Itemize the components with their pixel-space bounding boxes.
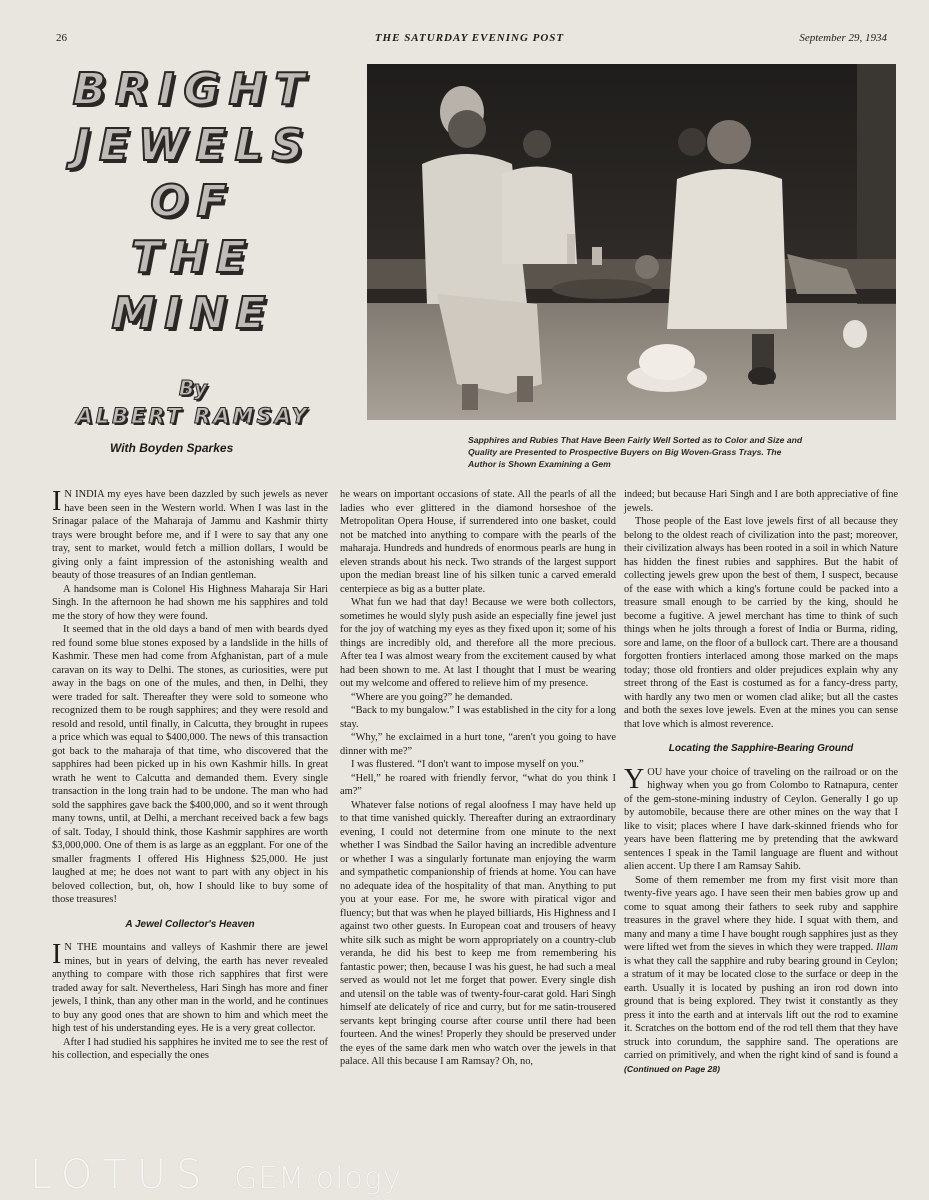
issue-date: September 29, 1934 xyxy=(799,32,887,44)
paragraph: Some of them remember me from my first visit more than twenty-five years ago. I have seen their men babies grow up and come to squat among their fathers to seek ruby and sapphire treasures in the gravel where they hide. I squat with them, and many and many a time I have bought rough sapphires just as they were lifted wet from the sieves in which they were trapped. Illam is what they call the sapphire and ruby bearing ground in Ceylon; a stratum of it may be located close to the surface or deep in the earth. Usually it is located by pushing an iron rod down into ground that is being explored. They twist it constantly as they press it into the earth and at intervals lift out the rod to examine it. Scratches on the bottom end of the rod tell them that they have struck into corundum, the sapphire sand. The operations are carried on primitively, and when the right kind of sand is found a (Continued on Page 28) xyxy=(624,874,898,1074)
photo-figure-right xyxy=(667,169,787,329)
paragraph: Those people of the East love jewels first of all because they belong to the oldest reach of civilization into the past; moreover, their civilization always has been rooted in a soil in which Nature has hidden the finest rubies and sapphires. But the habit of collecting jewels grew upon the best of them, I suspect, because of the ease with which a king's fortune could be packed into a treasure small enough to be carried by the king, should he become a fugitive. A jewel merchant has time to think of such things when he jolts through a forest of India or Burma, riding, sore and lame, on the floor of a bullock cart. There are a thousand forgotten frontiers interlaced among those marked on the maps today; those old frontiers and older prejudices explain why any street throng of the East is costumed as for a fancy-dress party, with hardly any two men or women clad alike; but all the castes and both the sexes love jewels. Even at the mines you can sense that love which is almost reverence. xyxy=(624,516,898,730)
paragraph: “Why,” he exclaimed in a hurt tone, “aren't you going to have dinner with me?” xyxy=(340,732,616,757)
paragraph: “Hell,” he roared with friendly fervor, “what do you think I am?” xyxy=(340,772,616,797)
paragraph: A handsome man is Colonel His Highness Maharaja Sir Hari Singh. In the afternoon he had shown me his sapphires and told me the story of how they were found. xyxy=(52,583,328,622)
photo-figure-middle xyxy=(502,167,577,265)
paragraph: I N THE mountains and valleys of Kashmir there are jewel mines, but in years of delving, the earth has never revealed anything to compare with those rich sapphires that first were traded away for salt. Nevertheless, Hari Singh has more and finer jewels, I think, than any other man in the world, and he continues to buy any good ones that are shown to him and which meet the high test of his understanding eyes. He is a very great collector. xyxy=(52,939,328,1034)
paragraph: I N INDIA my eyes have been dazzled by such jewels as never have been seen in the Western world. When I was last in the Srinagar palace of the Maharaja of Jammu and Kashmir thirty trays were brought before me, and if I were to say that any one tray, sent to market, would fetch a million dollars, I would be giving only a faint impression of the astonishing wealth and beauty of those treasures of an Indian gentleman. xyxy=(52,486,328,581)
title-line: MINE xyxy=(111,288,275,339)
masthead: THE SATURDAY EVENING POST xyxy=(374,32,565,44)
paragraph: What fun we had that day! Because we were both collectors, sometimes he would slyly push aside an especially fine jewel just for the joy of watching my eyes as they fixed upon it; some of his things are incredibly old, and therefore all the more precious. After tea I was almost weary from the excitement caused by what had been shown to me. At last I thought that I must be wearing out my welcome and offered to relieve him of my presence. xyxy=(340,597,616,689)
article-column-2 xyxy=(340,488,616,1069)
paragraph: After I had studied his sapphires he invited me to see the rest of his collection, and especially the ones xyxy=(52,1036,328,1061)
paragraph: Whatever false notions of regal aloofness I may have held up to that time vanished quickly. Thereafter during an extraordinary evening, I could not determine from one minute to the next whether I was Sindbad the Sailor having an incredible adventure or whether I was a singularly fortunate man enjoying the warm and sympathetic companionship of friends at home. You can have no adequate idea of the hospitality of that man. Anything to put you at your ease. For me, he swore with piratical vigor and fluency; but that was when he played billiards, His Highness and I against two other guests. In European coat and trousers of heavy white silk such as might be worn appropriately on a country-club veranda, he did his best to keep me from remembering his fantastic power; then, because I was his guest, he had such a meal served as would not let me forget that power. Every single dish and utensil on the table was of twenty-four-carat gold. Hari Singh himself ate delicately of rice and curry, but for me satin-trousered servants kept bringing course after course until there had been fourteen. And the wines! Properly they should be preserved under the eyes of the same dark men who watch over the jewels in that palace. All this because I am Ramsay? Oh, no, xyxy=(340,799,616,1067)
article-photo xyxy=(367,64,896,420)
section-subheading: Locating the Sapphire-Bearing Ground xyxy=(668,743,854,754)
section-subheading: A Jewel Collector's Heaven xyxy=(125,918,255,930)
page-number: 26 xyxy=(56,32,67,44)
title-line: BRIGHT xyxy=(72,64,314,115)
watermark-logo: LOTUS GEM·ology xyxy=(30,1152,402,1198)
author-name: ALBERT RAMSAY xyxy=(76,404,310,428)
drop-cap: Y xyxy=(624,763,645,795)
photo-tray xyxy=(552,279,652,299)
title-line: THE xyxy=(131,232,255,283)
co-author: With Boyden Sparkes xyxy=(110,441,234,455)
article-column-1 xyxy=(52,488,328,1063)
illam-term: Illam xyxy=(876,942,898,953)
paragraph: I was flustered. “I don't want to impose myself on you.” xyxy=(351,759,584,770)
paragraph: “Where are you going?” he demanded. xyxy=(351,691,513,703)
continued-note: (Continued on Page 28) xyxy=(624,1063,720,1074)
byline-by: By xyxy=(178,376,208,400)
page-header xyxy=(40,32,899,48)
paragraph: YOU have your choice of traveling on the railroad or on the highway when you go from Colombo to Ratnapura, center of the gem-stone-mining industry of Ceylon. Generally I go up by automobile, because there are other mines on the way that I like to visit; places where I have dark-skinned friends who for years have been flattering me by pretending that the awkward sentences I speak in the Tamil language are fluent and without alien accent. Up there I am Ramsay Sahib. xyxy=(624,763,898,872)
paragraph: It seemed that in the old days a band of men with beards dyed red found some blue stones exposed by a landslide in the hills of Kashmir. These men had come from Afghanistan, part of a mule caravan on its way to Delhi. The stones, as curiosities, were put away in the bags on one of the mules, and then, in Delhi, they were traded for salt. Thereafter they were sold to someone who recognized them to be rough sapphires; and they were resold and resold and resold, until finally, in Calcutta, they brought in rupees a price which was equal to $400,000. The news of this transaction got back to the maharaja of that time, who discovered that the sapphires had been picked up in his own Kashmir hills. In great wrath he went to Calcutta and demanded them. Every single transaction in the long train had to be undone. The man who had sold the sapphires gave back the $400,000, and so it went through many towns, until, at Delhi, a merchant received back a few bags of salt. Today, I should think, those Kashmir sapphires are worth $3,000,000. One of them is as large as an eggplant. For one of the smaller fragments I offered His Highness $25,000. He just laughed at me; he does not want to part with any object in his beloved collection, but, oh, how I should like to buy some of those treasures! xyxy=(52,624,328,905)
article-column-3 xyxy=(624,488,898,1076)
paragraph: indeed; but because Hari Singh and I are both appreciative of fine jewels. xyxy=(624,489,898,514)
title-line: OF xyxy=(150,176,236,227)
paragraph: “Back to my bungalow.” I was established in the city for a long stay. xyxy=(340,705,616,730)
article-title xyxy=(48,62,338,342)
photo-caption: Sapphires and Rubies That Have Been Fairly Well Sorted as to Color and Size and Quality are Presented to Prospective Buyers on Big Woven-Grass Trays. The Author is Shown Examining a Gem xyxy=(468,435,803,469)
title-line: JEWELS xyxy=(73,120,313,171)
drop-cap: I xyxy=(52,486,62,517)
paragraph: he wears on important occasions of state. All the pearls of all the ladies who ever glittered in the diamond horseshoe of the Metropolitan Opera House, if surrendered into one basket, could not be matched into anything to compare with the pearls of the maharaja. Hundreds and hundreds of enormous pearls are hung in eleven strands about his neck. Two strands of the largest support upon the median breast line of his silken tunic a carved emerald centerpiece as big as a butter plate. xyxy=(340,489,616,595)
drop-cap: I xyxy=(52,939,62,970)
